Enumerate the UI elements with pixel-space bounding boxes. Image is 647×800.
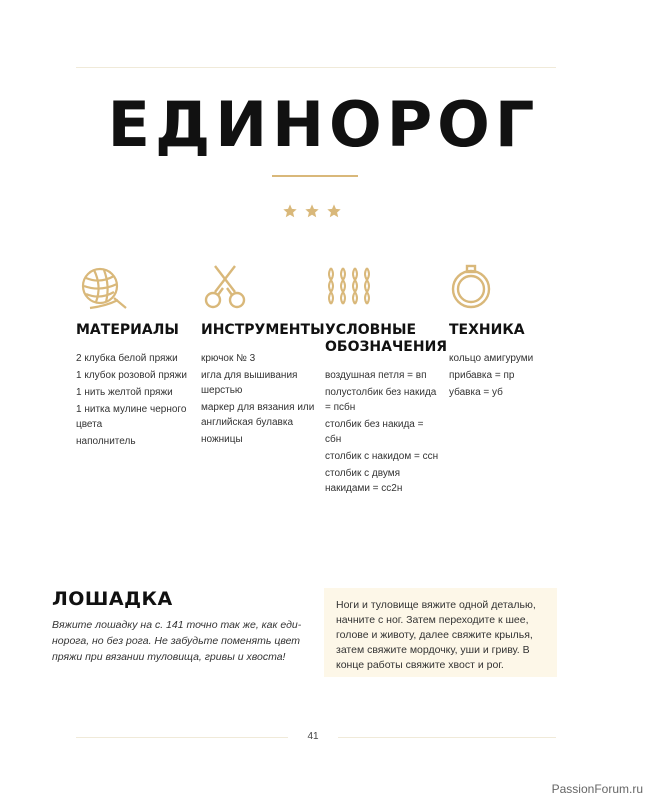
- technique-column: [449, 262, 565, 402]
- symbols-heading: УСЛОВНЫЕ ОБОЗНАЧЕНИЯ: [325, 322, 448, 355]
- list-item: прибавка = пр: [449, 370, 515, 381]
- stitches-icon: [325, 262, 379, 312]
- list-item: 1 нить желтой пряжи: [76, 387, 173, 398]
- materials-list: [76, 351, 192, 449]
- list-item: 1 клубок розовой пряжи: [76, 370, 187, 381]
- list-item: крючок № 3: [201, 353, 256, 364]
- tools-heading: ИНСТРУМЕНТЫ: [201, 322, 325, 338]
- technique-heading: ТЕХНИКА: [449, 322, 525, 338]
- list-item: 2 клубка белой пряжи: [76, 353, 178, 364]
- materials-column: [76, 262, 192, 451]
- hoop-icon: [449, 262, 503, 312]
- top-divider: [76, 67, 556, 68]
- list-item: убавка = уб: [449, 387, 503, 398]
- watermark: PassionForum.ru: [551, 782, 643, 796]
- section-note: Вяжите лошадку на с. 141 точно так же, как еди-норога, но без рога. Не забудьте поменять цвет пряжи при вязании туловища, гривы и хвоста!: [52, 619, 302, 663]
- title-underline: [272, 175, 358, 177]
- scissors-icon: [201, 262, 255, 312]
- footer-divider-right: [338, 737, 556, 738]
- list-item: ножницы: [201, 434, 243, 445]
- star-icon: [282, 203, 298, 219]
- list-item: столбик без накида = сбн: [325, 419, 424, 445]
- tip-text: Ноги и туловище вяжите одной деталью, начните с ног. Затем переходите к шее, голове и животу, далее свяжите крылья, затем свяжите мордочку, уши и гриву. В конце работы свяжите хвост и рог.: [336, 599, 536, 671]
- footer-divider-left: [76, 737, 288, 738]
- tools-column: [201, 262, 325, 449]
- yarn-ball-icon: [76, 262, 130, 312]
- star-icon: [304, 203, 320, 219]
- technique-list: [449, 351, 565, 400]
- page-number: 41: [307, 731, 319, 742]
- list-item: наполнитель: [76, 436, 136, 447]
- tip-box: [324, 588, 557, 677]
- materials-heading: МАТЕРИАЛЫ: [76, 322, 179, 338]
- list-item: воздушная петля = вп: [325, 370, 427, 381]
- tools-list: [201, 351, 317, 447]
- symbols-list: [325, 368, 441, 496]
- symbols-column: [325, 262, 448, 498]
- difficulty-rating: [282, 203, 342, 219]
- list-item: игла для вышивания шерстью: [201, 370, 298, 396]
- list-item: кольцо амигуруми: [449, 353, 534, 364]
- star-icon: [326, 203, 342, 219]
- list-item: полустолбик без накида = псбн: [325, 387, 437, 413]
- list-item: столбик с накидом = ссн: [325, 451, 439, 462]
- section-title: ЛОШАДКА: [52, 588, 173, 610]
- list-item: маркер для вязания или английская булавка: [201, 402, 315, 428]
- list-item: 1 нитка мулине черного цвета: [76, 404, 187, 430]
- list-item: столбик с двумя накидами = сс2н: [325, 468, 403, 494]
- page-title: ЕДИНОРОГ: [107, 88, 540, 161]
